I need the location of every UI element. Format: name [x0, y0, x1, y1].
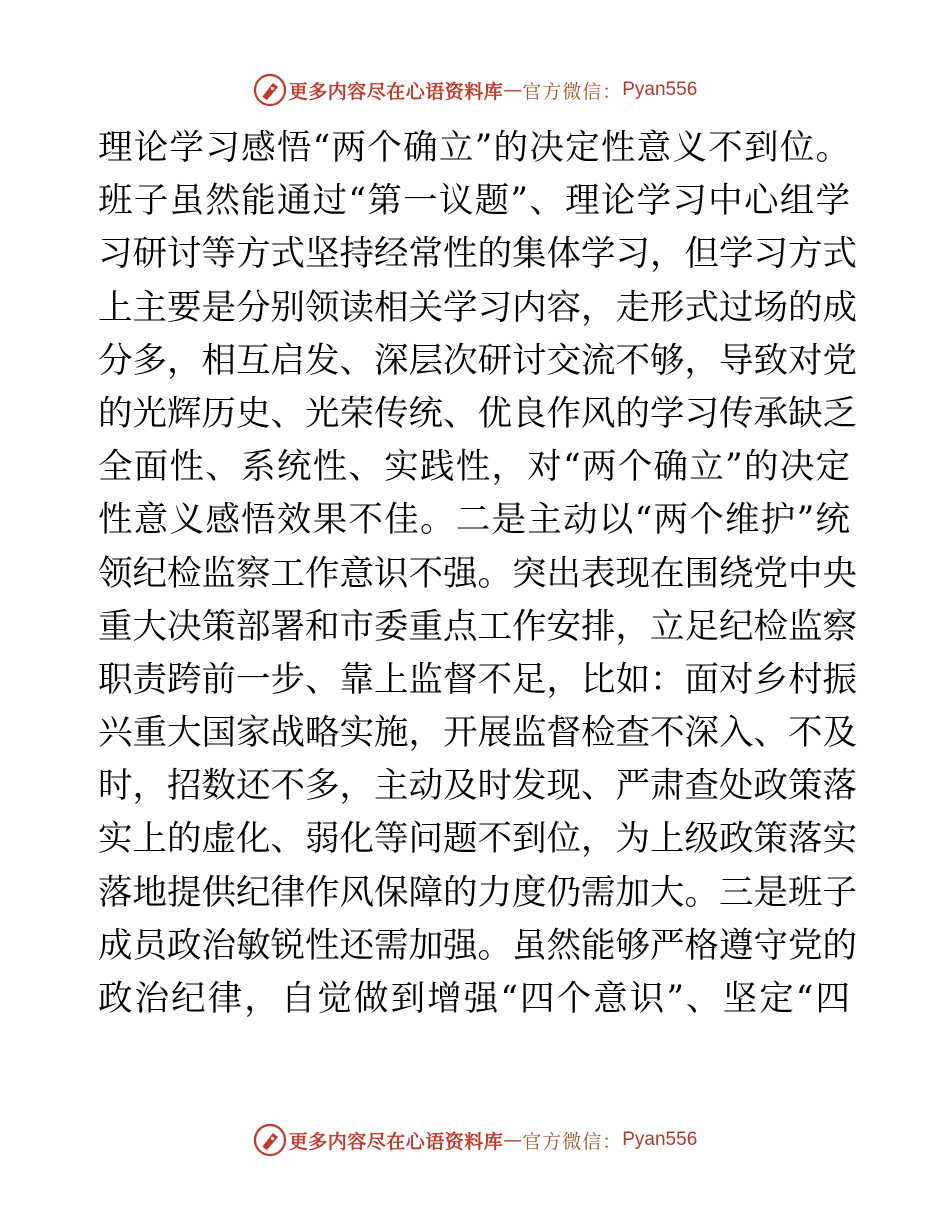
text-line: 上主要是分别领读相关学习内容，走形式过场的成 [98, 287, 857, 328]
text-line: 理论学习感悟“两个确立”的决定性意义不到位。 [98, 128, 850, 168]
watermark-wechat-id: Pyan556 [622, 1129, 698, 1150]
text-line: 的光辉历史、光荣传统、优良作风的学习传承缺乏 [98, 393, 857, 434]
text-line: 实上的虚化、弱化等问题不到位，为上级政策落实 [98, 819, 857, 860]
text-line: 分多，相互启发、深层次研讨交流不够，导致对党 [98, 340, 857, 381]
text-line: 班子虽然能通过“第一议题”、理论学习中心组学 [98, 181, 850, 222]
watermark-dash: — [503, 1129, 523, 1151]
watermark-label: 官方微信： [522, 80, 623, 103]
watermark-brand-text: 更多内容尽在心语资料库 [288, 80, 504, 103]
header-watermark [0, 70, 950, 110]
text-line: 落地提供纪律作风保障的力度仍需加大。三是班子 [98, 872, 857, 913]
document-body [98, 122, 857, 1026]
watermark-wechat-id: Pyan556 [622, 79, 698, 100]
text-line: 重大决策部署和市委重点工作安排，立足纪检监察 [98, 606, 857, 647]
text-line: 兴重大国家战略实施，开展监督检查不深入、不及 [98, 713, 857, 754]
text-line: 时，招数还不多，主动及时发现、严肃查处政策落 [98, 766, 857, 807]
footer-watermark [0, 1120, 950, 1160]
text-line: 全面性、系统性、实践性，对“两个确立”的决定 [98, 447, 850, 488]
watermark-label: 官方微信： [522, 1130, 623, 1153]
text-line: 职责跨前一步、靠上监督不足，比如：面对乡村振 [98, 659, 857, 700]
text-line: 成员政治敏锐性还需加强。虽然能够严格遵守党的 [98, 925, 857, 966]
text-line: 领纪检监察工作意识不强。突出表现在围绕党中央 [98, 553, 857, 594]
pen-nib-logo-icon [253, 73, 287, 107]
text-line: 政治纪律，自觉做到增强“四个意识”、坚定“四 [98, 979, 850, 1019]
text-line: 性意义感悟效果不佳。二是主动以“两个维护”统 [98, 500, 850, 541]
watermark-dash: — [503, 79, 523, 101]
pen-nib-logo-icon [253, 1123, 287, 1157]
watermark-brand-text: 更多内容尽在心语资料库 [288, 1130, 504, 1153]
text-line: 习研讨等方式坚持经常性的集体学习，但学习方式 [98, 234, 857, 275]
